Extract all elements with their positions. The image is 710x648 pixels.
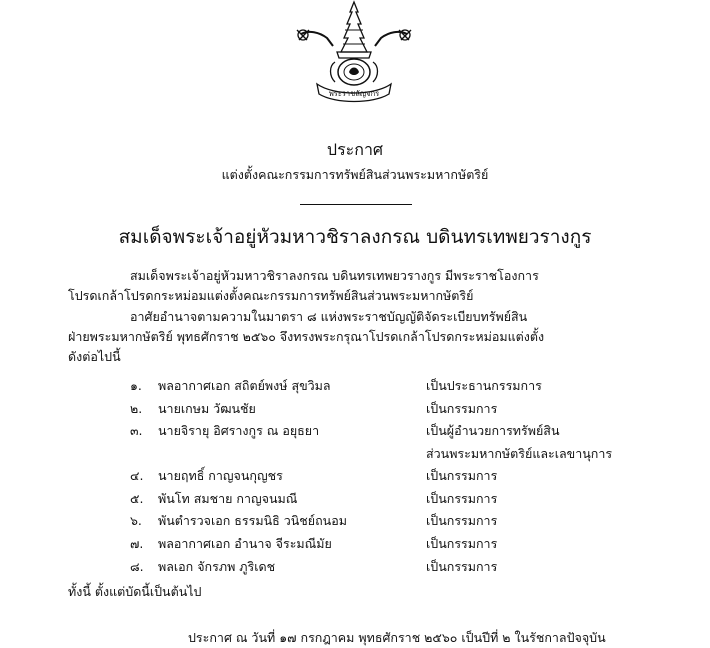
member-position: เป็นกรรมการ <box>426 468 498 484</box>
member-position: เป็นกรรมการ <box>426 490 498 506</box>
member-number: ๕. <box>130 490 144 506</box>
paragraph2-line1: อาศัยอำนาจตามความในมาตรา ๘ แห่งพระราชบัญญัติจัดระเบียบทรัพย์สิน <box>130 309 528 324</box>
member-number: ๓. <box>130 423 143 439</box>
member-position: เป็นกรรมการ <box>426 558 498 574</box>
list-item <box>68 557 668 580</box>
member-number: ๖. <box>130 513 142 529</box>
member-position-continued: ส่วนพระมหากษัตริย์และเลขานุการ <box>426 445 613 461</box>
paragraph1-line2: โปรดเกล้าโปรดกระหม่อมแต่งตั้งคณะกรรมการทรัพย์สินส่วนพระมหากษัตริย์ <box>68 288 474 303</box>
member-number: ๔. <box>130 468 144 484</box>
list-item <box>68 466 668 489</box>
list-item <box>68 534 668 557</box>
paragraph2-line2: ฝ่ายพระมหากษัตริย์ พุทธศักราช ๒๕๖๐ จึงทรงพระกรุณาโปรดเกล้าโปรดกระหม่อมแต่งตั้ง <box>68 329 545 344</box>
member-name: พันโท สมชาย กาญจนมณี <box>158 490 298 506</box>
member-name: พลอากาศเอก อำนาจ จีระมณีมัย <box>158 535 332 551</box>
member-position: เป็นประธานกรรมการ <box>426 378 542 393</box>
list-item <box>68 421 668 466</box>
emblem-ribbon-text: พระราชลัญจกร <box>328 89 380 98</box>
list-item <box>68 511 668 534</box>
committee-member-list <box>68 376 668 579</box>
member-position: เป็นผู้อำนวยการทรัพย์สิน <box>426 423 560 439</box>
title-divider <box>300 204 412 205</box>
paragraph2-line3: ดังต่อไปนี้ <box>68 349 121 364</box>
paragraph-legal-basis <box>68 307 643 367</box>
royal-emblem-icon <box>289 0 419 104</box>
member-number: ๑. <box>130 378 142 393</box>
document-title: ประกาศ <box>326 140 384 159</box>
member-name: พลเอก จักรภพ ภูริเดช <box>158 558 276 574</box>
list-item <box>68 399 668 422</box>
member-name: นายฤทธิ์ กาญจนกุญชร <box>158 468 283 484</box>
document-subtitle: แต่งตั้งคณะกรรมการทรัพย์สินส่วนพระมหากษัตริย์ <box>221 167 489 182</box>
member-position: เป็นกรรมการ <box>426 535 498 551</box>
member-number: ๒. <box>130 400 143 416</box>
member-name: พลอากาศเอก สถิตย์พงษ์ สุขวิมล <box>158 378 331 393</box>
list-item <box>68 376 668 399</box>
paragraph-royal-command <box>68 266 643 306</box>
dateline: ประกาศ ณ วันที่ ๑๗ กรกฎาคม พุทธศักราช ๒๕๖๐ เป็นปีที่ ๒ ในรัชกาลปัจจุบัน <box>188 630 606 645</box>
member-number: ๗. <box>130 535 144 551</box>
member-position: เป็นกรรมการ <box>426 400 498 416</box>
closing-statement: ทั้งนี้ ตั้งแต่บัดนี้เป็นต้นไป <box>68 584 202 599</box>
king-name-heading: สมเด็จพระเจ้าอยู่หัวมหาวชิราลงกรณ บดินทรเทพยวรางกูร <box>118 226 592 248</box>
member-number: ๘. <box>130 558 144 574</box>
member-name: พันตำรวจเอก ธรรมนิธิ วนิชย์ถนอม <box>158 513 347 529</box>
member-position: เป็นกรรมการ <box>426 513 498 529</box>
member-name: นายเกษม วัฒนชัย <box>158 400 256 416</box>
paragraph1-line1: สมเด็จพระเจ้าอยู่หัวมหาวชิราลงกรณ บดินทรเทพยวรางกูร มีพระราชโองการ <box>130 268 539 283</box>
member-name: นายจิรายุ อิศรางกูร ณ อยุธยา <box>158 423 320 439</box>
list-item <box>68 489 668 512</box>
